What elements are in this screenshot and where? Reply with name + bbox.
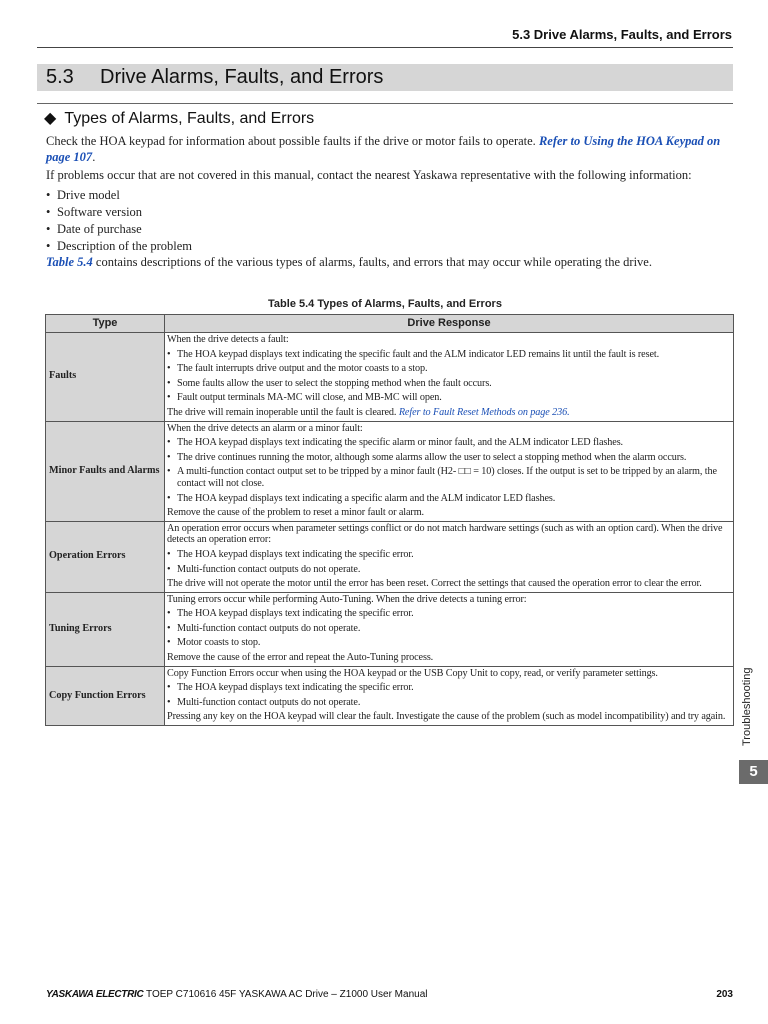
response-list [167,549,731,575]
response-outro: The drive will not operate the motor until the error has been reset. Correct the settings that caused the operation error to clear the error. [167,578,702,590]
page-number: 203 [716,989,733,1000]
response-intro: When the drive detects an alarm or a minor fault: [167,422,363,434]
type-cell: Faults [46,333,165,422]
intro-end: . [92,149,96,164]
subsection-heading [44,108,314,128]
list-item: • Multi-function contact outputs do not operate. [167,697,731,709]
footer-brand: YASKAWA ELECTRIC [46,989,144,1000]
response-cell [165,666,734,725]
response-list [167,682,731,708]
list-item: • The HOA keypad displays text indicating the specific fault and the ALM indicator LED remains lit until the fault is reset. [167,349,731,361]
list-item: • Motor coasts to stop. [167,637,731,649]
section-number: 5.3 [46,66,74,88]
section-rule [37,103,733,104]
list-item: • A multi-function contact output set to be tripped by a minor fault (H2- □□ = 10) closes. If the output is set to be tripped by an alarm, the contact will not close. [167,466,731,489]
fault-reset-link[interactable]: Refer to Fault Reset Methods on page 236. [398,406,570,418]
table-row [46,333,734,422]
table-header-row [46,315,734,333]
header-rule [37,47,733,48]
response-outro: Pressing any key on the HOA keypad will clear the fault. Investigate the cause of the problem (such as model incompatibility) and try again. [167,711,726,723]
chapter-side-label [733,668,763,748]
list-item: • Description of the problem [46,238,732,255]
table-reference-paragraph [46,255,732,271]
table-reference-text: contains descriptions of the various types of alarms, faults, and errors that may occur while operating the drive. [92,254,652,269]
list-item: • Software version [46,204,732,221]
type-cell: Tuning Errors [46,592,165,666]
table-row [46,592,734,666]
intro-text: Check the HOA keypad for information about possible faults if the drive or motor fails to operate. [46,134,536,148]
list-item: • Multi-function contact outputs do not operate. [167,623,731,635]
response-cell [165,521,734,592]
contact-paragraph: If problems occur that are not covered in this manual, contact the nearest Yaskawa representative with the following information: [46,168,692,182]
response-list [167,349,731,404]
type-cell: Minor Faults and Alarms [46,421,165,521]
response-cell [165,592,734,666]
intro-paragraph [46,134,732,165]
response-outro: Remove the cause of the error and repeat the Auto-Tuning process. [167,652,434,664]
list-item: • The HOA keypad displays text indicating the specific error. [167,608,731,620]
footer-document-title: TOEP C710616 45F YASKAWA AC Drive – Z1000 User Manual [143,989,428,1000]
response-list [167,437,731,504]
info-list [46,187,732,255]
list-item: • The HOA keypad displays text indicating the specific error. [167,549,731,561]
list-item: • The HOA keypad displays text indicating the specific error. [167,682,731,694]
list-item: • The HOA keypad displays text indicating the specific alarm or minor fault, and the ALM indicator LED flashes. [167,437,731,449]
subsection-title: Types of Alarms, Faults, and Errors [64,110,315,127]
column-header-type: Type [46,315,165,333]
chapter-side-label-text: Troubleshooting [741,667,753,746]
column-header-response: Drive Response [165,315,734,333]
response-cell [165,333,734,422]
type-cell: Operation Errors [46,521,165,592]
table-link[interactable]: Table 5.4 [46,254,93,269]
body-text [46,134,732,273]
table-caption: Table 5.4 Types of Alarms, Faults, and Errors [268,298,502,310]
list-item: • Fault output terminals MA-MC will close, and MB-MC will open. [167,392,731,404]
response-intro: When the drive detects a fault: [167,334,289,345]
response-intro: Tuning errors occur while performing Auto-Tuning. When the drive detects a tuning error: [167,593,527,605]
response-intro: An operation error occurs when parameter settings conflict or do not match hardware settings (such as with an option card). When the drive detects an operation error: [167,522,723,546]
section-title: Drive Alarms, Faults, and Errors [100,66,384,88]
list-item: • Some faults allow the user to select the stopping method when the fault occurs. [167,378,731,390]
list-item: • The drive continues running the motor, although some alarms allow the user to select a stopping method when the alarm occurs. [167,452,731,464]
fault-types-table [45,314,734,726]
diamond-icon: ◆ [44,110,57,127]
list-item: • The fault interrupts drive output and the motor coasts to a stop. [167,363,731,375]
list-item: • The HOA keypad displays text indicating a specific alarm and the ALM indicator LED flashes. [167,493,731,505]
chapter-tab: 5 [739,760,768,784]
response-intro: Copy Function Errors occur when using the HOA keypad or the USB Copy Unit to copy, read, or verify parameter settings. [167,667,658,679]
response-outro [167,407,731,419]
list-item: • Drive model [46,187,732,204]
list-item: • Multi-function contact outputs do not operate. [167,564,731,576]
response-outro: Remove the cause of the problem to reset a minor fault or alarm. [167,507,424,519]
running-header: 5.3 Drive Alarms, Faults, and Errors [512,27,732,42]
table-row [46,521,734,592]
list-item: • Date of purchase [46,221,732,238]
response-list [167,608,731,649]
hoa-keypad-link[interactable]: Refer to Using the HOA Keypad on page 107 [46,134,721,164]
response-cell [165,421,734,521]
section-heading [37,64,733,91]
page-footer [46,989,733,1003]
response-outro-text: The drive will remain inoperable until the fault is cleared. [167,406,397,418]
table-row [46,666,734,725]
type-cell: Copy Function Errors [46,666,165,725]
table-row [46,421,734,521]
